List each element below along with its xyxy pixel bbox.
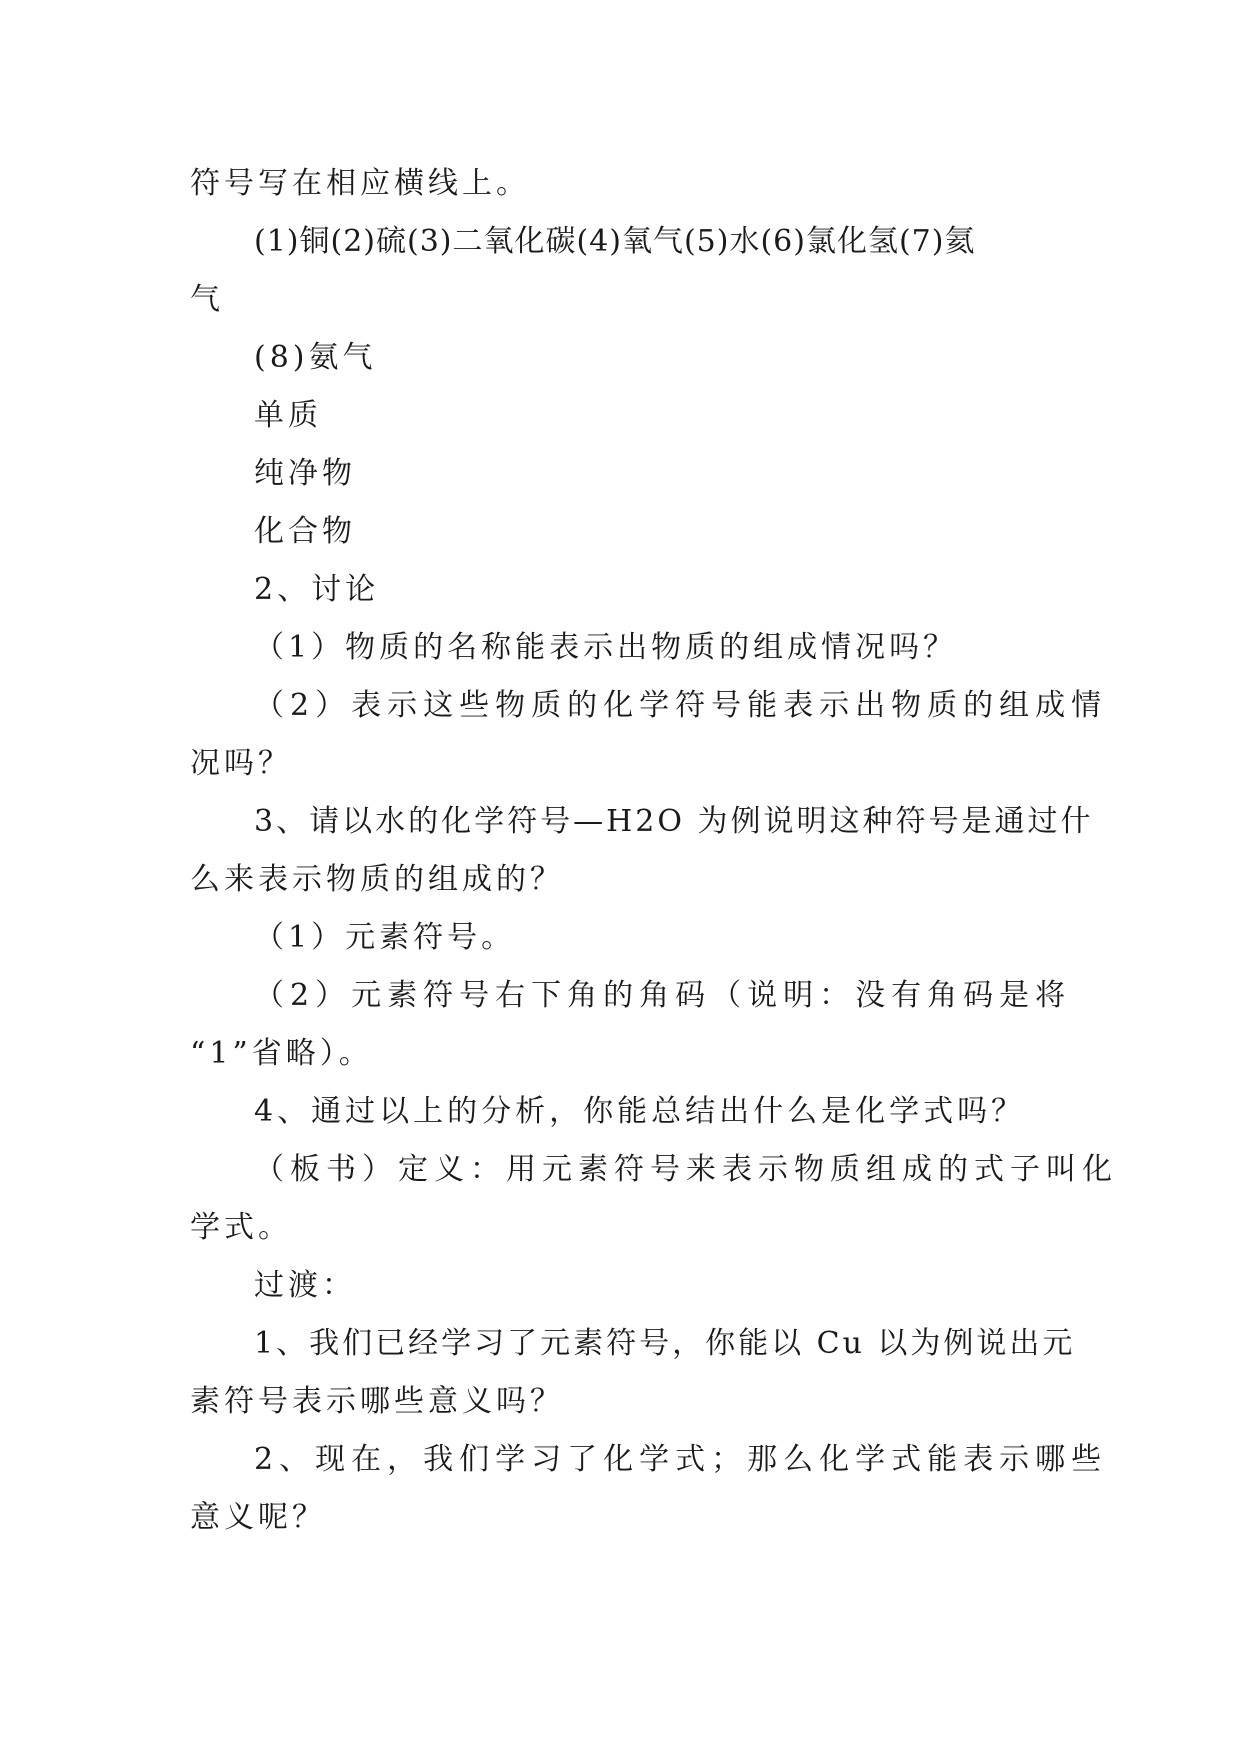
text-line: 2、讨论: [254, 572, 380, 607]
text-line: 化合物: [254, 514, 356, 549]
text-line: 单质: [254, 398, 322, 433]
text-line: 么来表示物质的组成的？: [190, 862, 564, 897]
text-line: 学式。: [190, 1210, 292, 1245]
text-line: 4、通过以上的分析，你能总结出什么是化学式吗？: [254, 1094, 1026, 1129]
text-line: “1”省略）。: [190, 1036, 373, 1071]
text-line: 3、请以水的化学符号—H2O 为例说明这种符号是通过什: [254, 804, 1094, 839]
text-line: 意义呢？: [190, 1500, 326, 1535]
text-line: （板书）定义：用元素符号来表示物质组成的式子叫化: [254, 1152, 1118, 1187]
text-line: 素符号表示哪些意义吗？: [190, 1384, 564, 1419]
text-line: （1）物质的名称能表示出物质的组成情况吗？: [254, 630, 958, 665]
text-line: (8)氨气: [254, 340, 377, 375]
text-line: 纯净物: [254, 456, 356, 491]
text-line: （2）元素符号右下角的角码（说明：没有角码是将: [254, 978, 1072, 1013]
text-line: 符号写在相应横线上。: [190, 166, 530, 201]
text-line: (1)铜(2)硫(3)二氧化碳(4)氧气(5)水(6)氯化氢(7)氦: [254, 224, 976, 259]
text-line: （1）元素符号。: [254, 920, 516, 955]
text-line: （2）表示这些物质的化学符号能表示出物质的组成情: [254, 688, 1108, 723]
text-line: 气: [190, 282, 224, 317]
text-line: 过渡：: [254, 1268, 356, 1303]
text-line: 2、现在，我们学习了化学式；那么化学式能表示哪些: [254, 1442, 1108, 1477]
text-line: 况吗？: [190, 746, 292, 781]
text-line: 1、我们已经学习了元素符号，你能以 Cu 以为例说出元: [254, 1326, 1076, 1361]
